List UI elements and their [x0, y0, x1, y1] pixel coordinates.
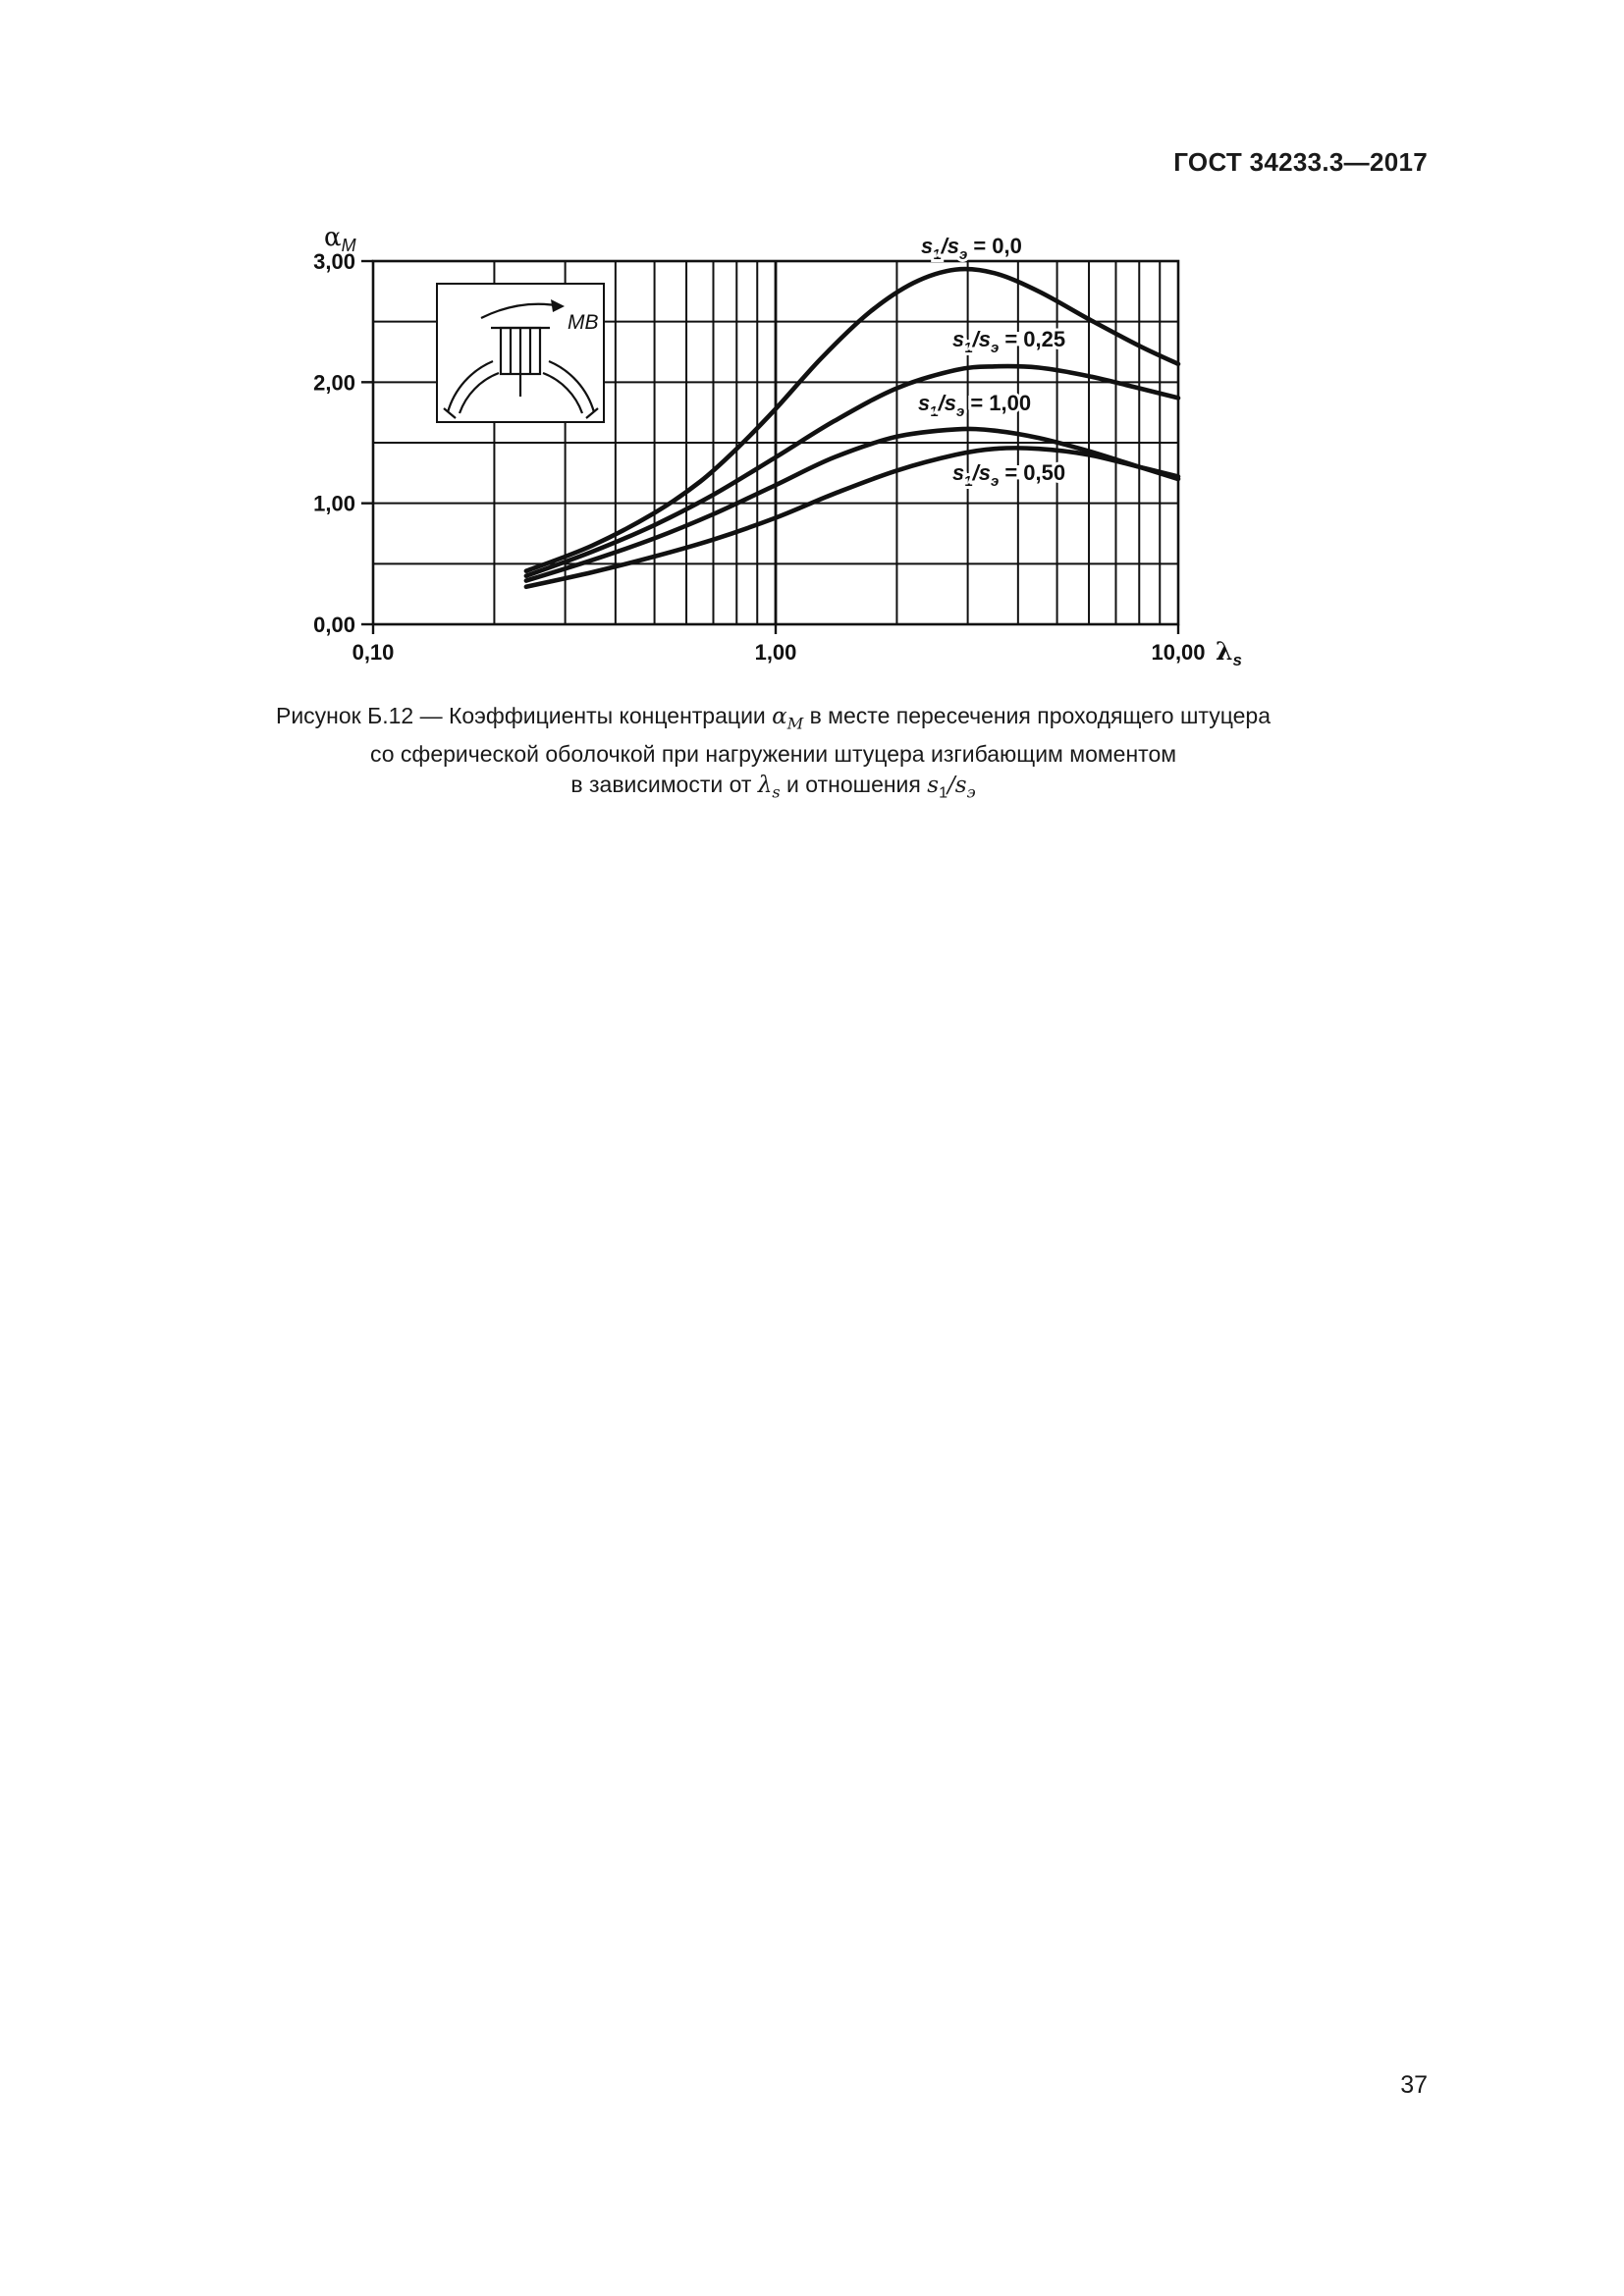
document-header: ГОСТ 34233.3—2017	[1173, 147, 1428, 177]
series-label-0: $s_1/s_э = 0,0$	[921, 234, 1022, 263]
figure-caption	[196, 701, 1350, 808]
inset-moment-label: MB	[568, 311, 599, 334]
y-axis-label: $\alpha_M$	[324, 223, 356, 255]
chart-series	[526, 269, 1178, 587]
y-tick-label: 1,00	[313, 491, 355, 516]
y-tick-label: 2,00	[313, 370, 355, 396]
y-tick-label: 3,00	[313, 249, 355, 274]
series-line-1	[526, 366, 1178, 576]
inset-diagram	[437, 284, 604, 422]
y-tick-label: 0,00	[313, 613, 355, 637]
series-label-2: $s_1/s_э = 1,00$	[918, 391, 1032, 420]
series-line-0	[526, 269, 1178, 571]
x-axis-label: $\lambda_s$	[1216, 637, 1242, 669]
caption-line-1: Рисунок Б.12 — Коэффициенты концентрации $\alpha_M$ в месте пересечения проходящего штуцера	[275, 703, 1272, 733]
page-number: 37	[1400, 2071, 1428, 2099]
series-label-3: $s_1/s_э = 0,50$	[952, 460, 1066, 490]
concentration-factor-chart	[0, 0, 1624, 707]
x-tick-label: 1,00	[754, 640, 797, 665]
series-line-3	[526, 448, 1178, 586]
x-tick-label: 10,00	[1151, 640, 1206, 665]
x-tick-label: 0,10	[352, 640, 395, 665]
caption-line-3: в зависимости от $\lambda_s$ и отношения $s_1/s_э$	[570, 771, 976, 802]
caption-line-2: со сферической оболочкой при нагружении штуцера изгибающим моментом	[369, 740, 1177, 767]
series-label-1: $s_1/s_э = 0,25$	[952, 327, 1066, 356]
